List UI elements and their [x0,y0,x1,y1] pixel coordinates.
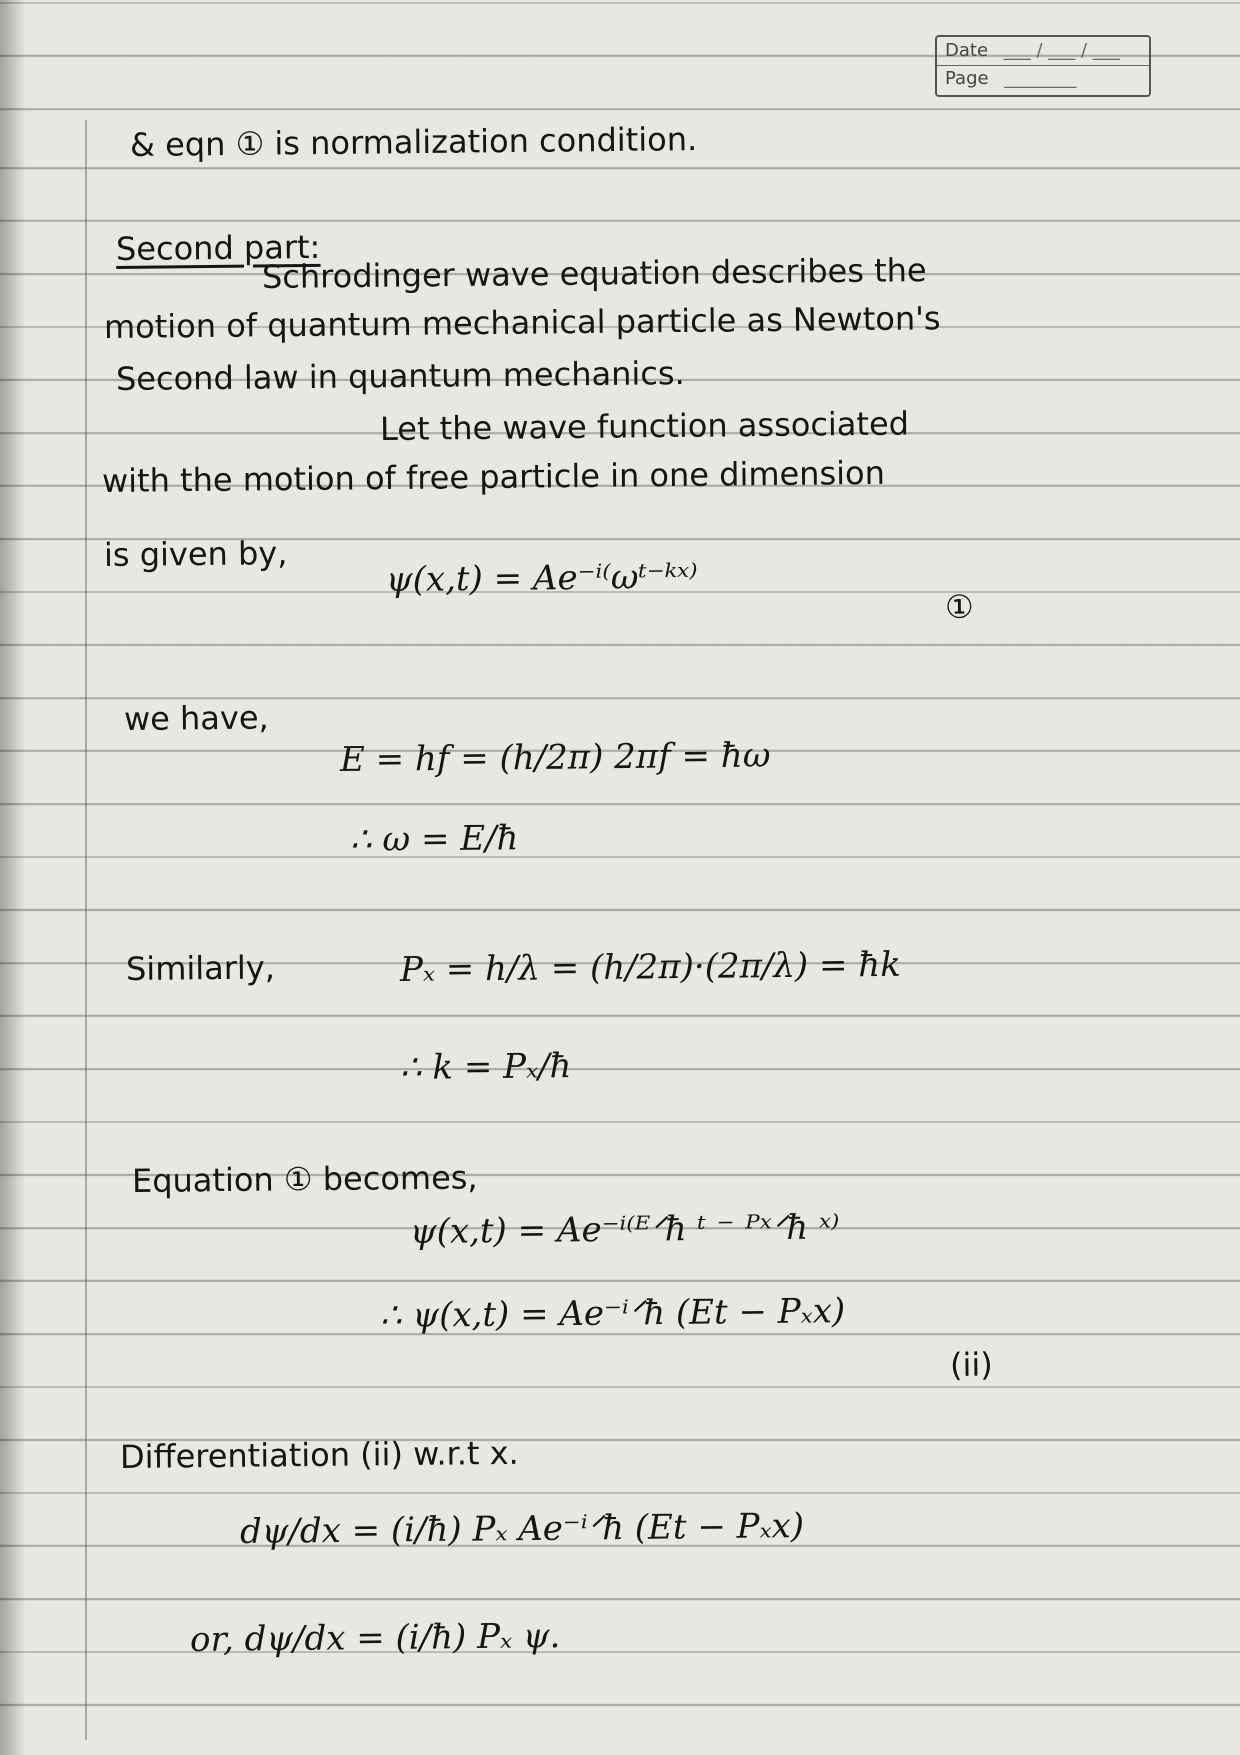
margin-line [85,120,87,1740]
date-field [945,40,1120,64]
equation-derivative-result: or, dψ/dx = (i/ħ) Pₓ ψ. [189,1616,561,1660]
equation-label-2: (ii) [949,1345,993,1384]
date-label: Date [945,40,989,61]
note-line-we-have: we have, [123,698,269,738]
equation-label-1: ① [944,587,974,626]
note-line-second-law: Second law in quantum mechanics. [115,354,685,398]
note-line-free-particle: with the motion of free particle in one dimension [101,453,886,500]
note-line-wave-function: Let the wave function associated [379,404,910,448]
page-edge-shadow [0,0,26,1755]
note-line-differentiation: Differentiation (ii) w.r.t x. [119,1433,519,1476]
equation-momentum: Pₓ = h/λ = (h/2π)·(2π/λ) = ħk [399,944,902,990]
equation-substituted: ψ(x,t) = Ae⁻ⁱ⁽ᴱᐟħ ᵗ ⁻ ᴾˣᐟħ ˣ⁾ [409,1207,840,1252]
note-line-equation-becomes: Equation ① becomes, [131,1158,478,1200]
equation-wave-function: ψ(x,t) = Ae⁻ⁱ⁽ωᵗ⁻ᵏˣ⁾ [385,556,698,600]
equation-energy: E = hf = (h/2π) 2πf = ħω [339,735,771,780]
equation-k: ∴ k = Pₓ/ħ [399,1046,572,1088]
equation-derivative: dψ/dx = (i/ħ) Pₓ Ae⁻ⁱᐟħ (Et − Pₓx) [239,1506,805,1552]
note-line-normalization: & eqn ① is normalization condition. [129,120,698,164]
date-blank: ___ / ___ / ___ [1003,40,1120,61]
date-page-stamp [935,35,1151,97]
page-field [945,68,1076,92]
stamp-divider [937,65,1149,66]
note-line-schrodinger: Schrodinger wave equation describes the [261,251,927,296]
note-line-motion: motion of quantum mechanical particle as Newton's [103,299,941,346]
equation-omega: ∴ ω = E/ħ [349,818,519,860]
page-label: Page [945,68,989,89]
heading-second-part: Second part: [115,227,321,268]
note-line-given-by: is given by, [103,534,288,574]
equation-wave-function-2: ∴ ψ(x,t) = Ae⁻ⁱᐟħ (Et − Pₓx) [379,1291,846,1336]
page-blank: ________ [1004,68,1077,89]
note-line-similarly: Similarly, [125,948,276,988]
